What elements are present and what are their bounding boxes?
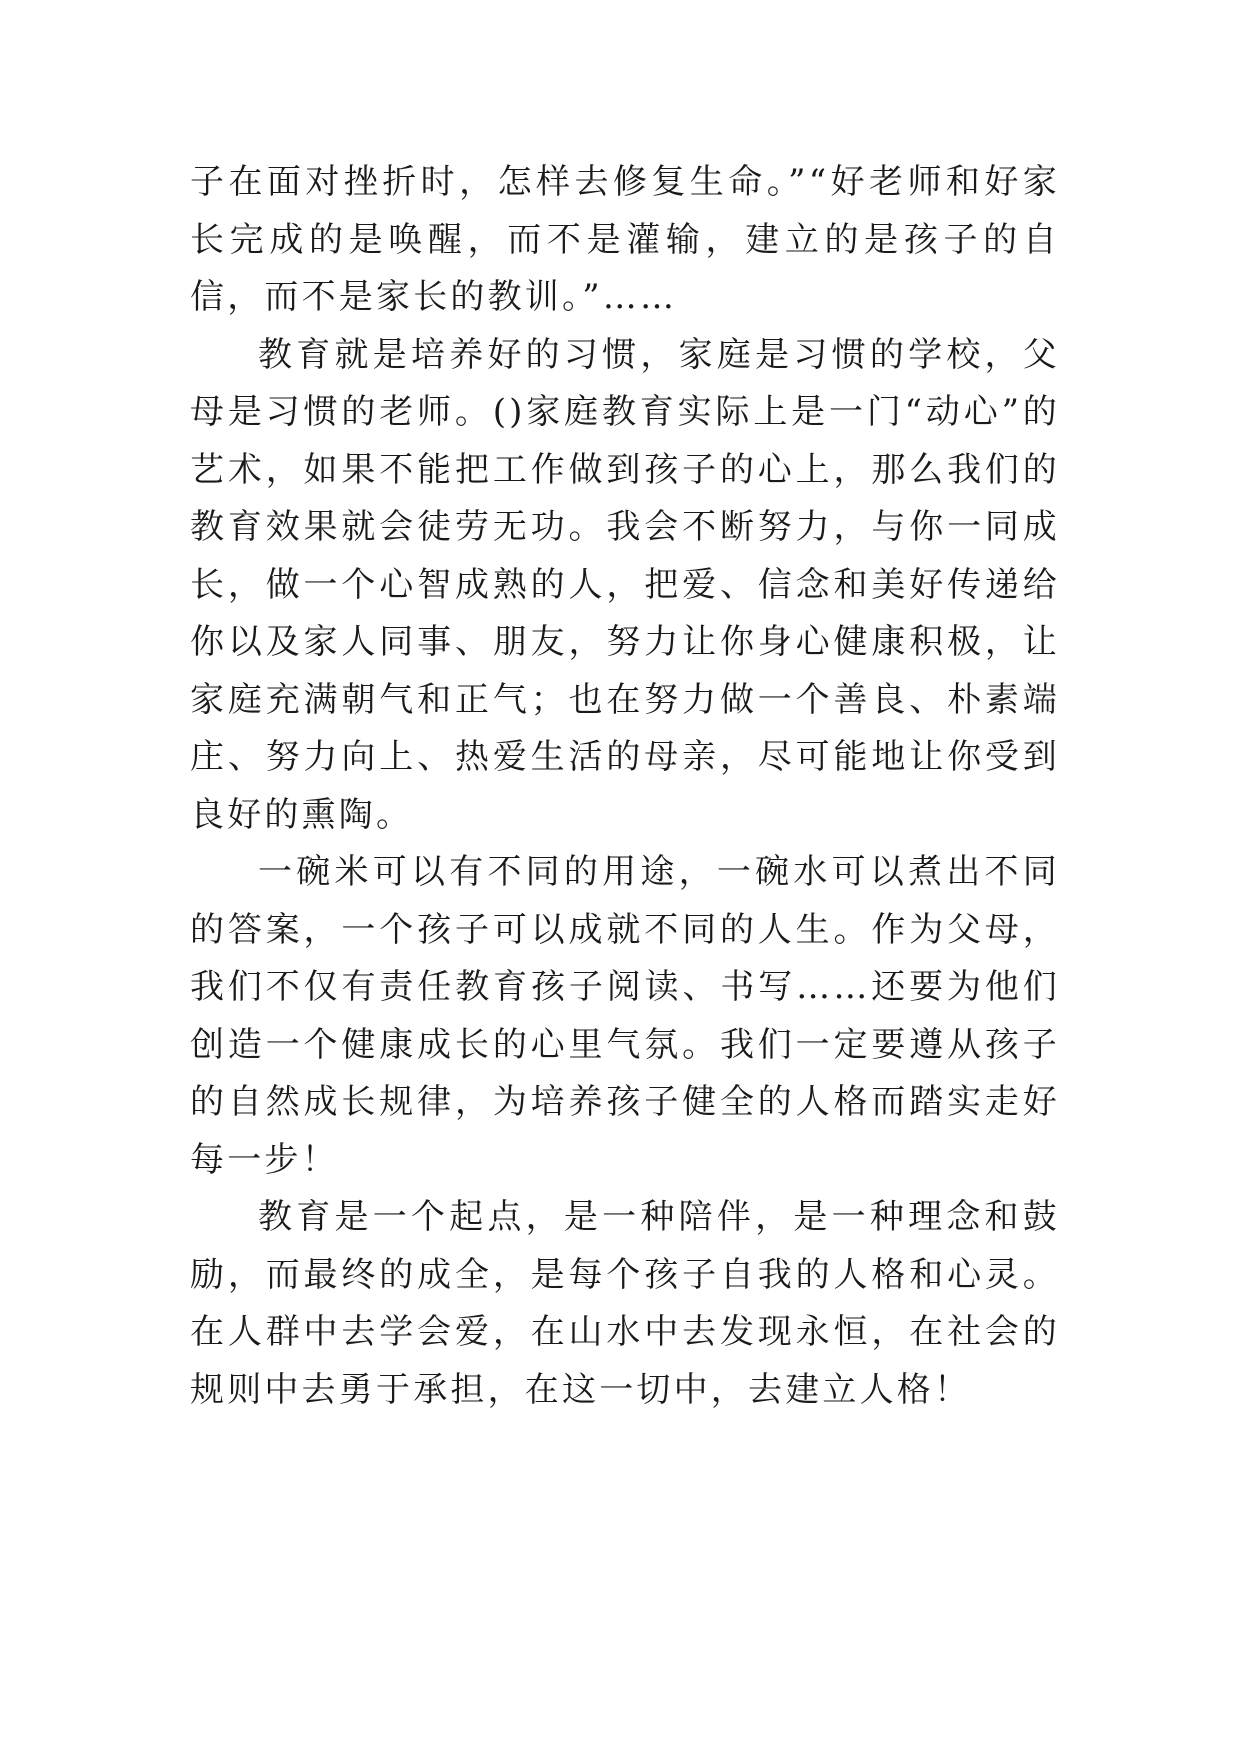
paragraph-2: 教育就是培养好的习惯，家庭是习惯的学校，父母是习惯的老师。()家庭教育实际上是一门“动心”的艺术，如果不能把工作做到孩子的心上，那么我们的教育效果就会徒劳无功。我会不断努力，与你一同成长，做一个心智成熟的人，把爱、信念和美好传递给你以及家人同事、朋友，努力让你身心健康积极，让家庭充满朝气和正气；也在努力做一个善良、朴素端庄、努力向上、热爱生活的母亲，尽可能地让你受到良好的熏陶。 bbox=[190, 334, 1060, 835]
paragraph-1: 子在面对挫折时，怎样去修复生命。”“好老师和好家长完成的是唤醒，而不是灌输，建立的是孩子的自信，而不是家长的教训。”…… bbox=[190, 162, 1060, 317]
paragraph-3: 一碗米可以有不同的用途，一碗水可以煮出不同的答案，一个孩子可以成就不同的人生。作为父母，我们不仅有责任教育孩子阅读、书写……还要为他们创造一个健康成长的心里气氛。我们一定要遵从孩子的自然成长规律，为培养孩子健全的人格而踏实走好每一步！ bbox=[190, 852, 1060, 1180]
paragraph-4: 教育是一个起点，是一种陪伴，是一种理念和鼓励，而最终的成全，是每个孩子自我的人格和心灵。在人群中去学会爱，在山水中去发现永恒，在社会的规则中去勇于承担，在这一切中，去建立人格！ bbox=[190, 1197, 1060, 1410]
document-body bbox=[190, 154, 1060, 1419]
